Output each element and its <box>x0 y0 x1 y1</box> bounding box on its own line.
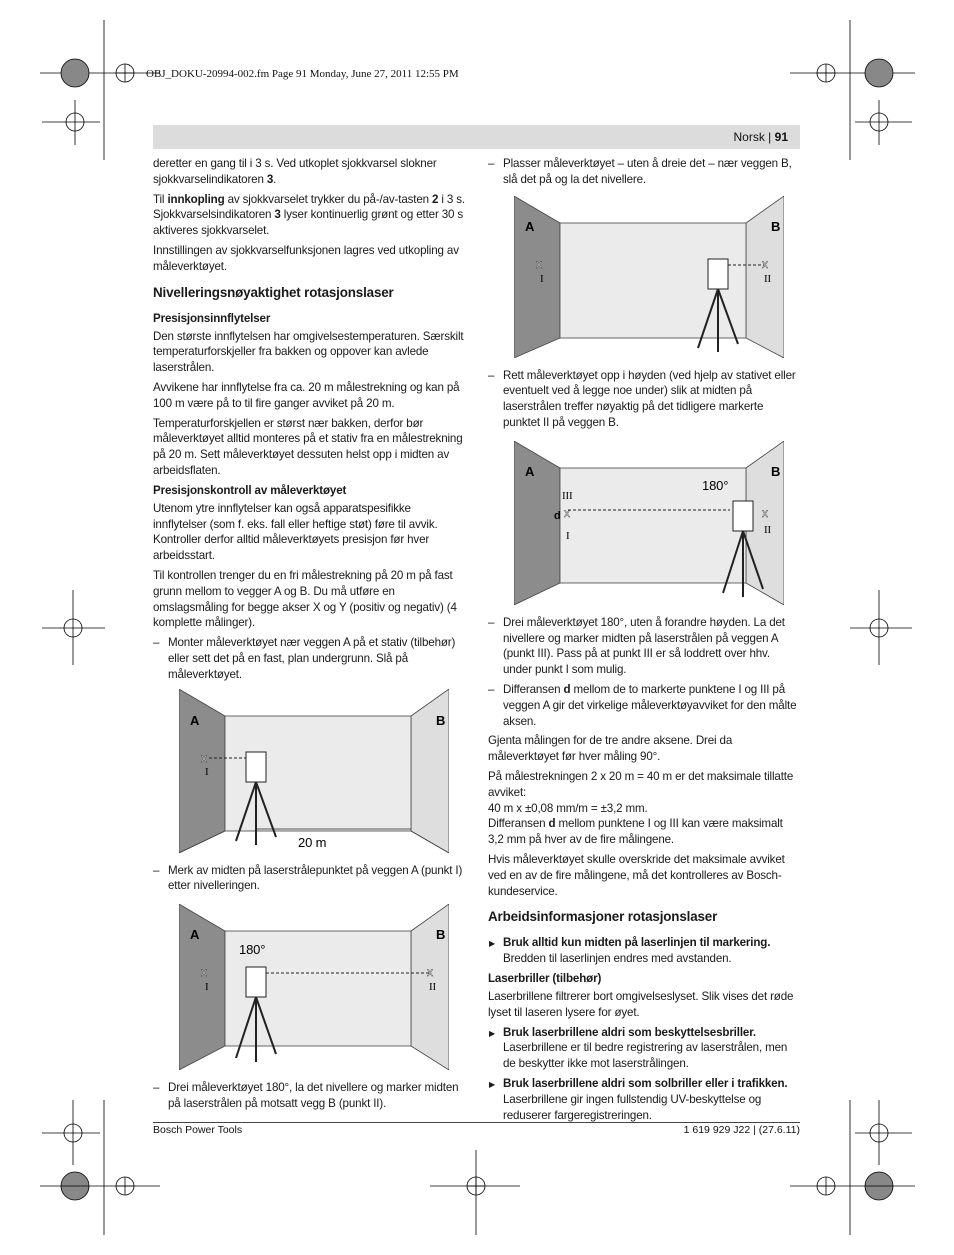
mark-x: x <box>762 505 768 520</box>
deviation-d-label: d <box>554 509 561 522</box>
paragraph: Til kontrollen trenger du en fri målestrekning på 20 m på fast grunn mellom to vegger A og B. Du må utføre en omslagsmåling for begge akser X og Y (positiv og negativ) (4 komplette målinger). <box>153 568 457 630</box>
wall-a-label: A <box>525 218 535 234</box>
mark-x: x <box>564 505 570 520</box>
figure-2 <box>179 904 465 1070</box>
laser-device <box>246 967 266 997</box>
step-item: – Plasser måleverktøyet – uten å dreie det – nær veggen B, slå det på og la det nivellere. <box>488 156 800 188</box>
point-i-label: I <box>205 981 209 994</box>
rotation-label: 180° <box>702 477 729 493</box>
subsection-heading: Laserbriller (tilbehør) <box>488 971 602 985</box>
laser-device <box>246 752 266 782</box>
laser-device <box>708 259 728 289</box>
step-item: – Differansen d mellom de to markerte punktene I og III på veggen A gir det virkelige måleverktøyavviket for den målte aksen. <box>488 682 800 729</box>
figure-3 <box>514 196 800 358</box>
header-language: Norsk <box>733 130 765 144</box>
paragraph: Til innkopling av sjokkvarselet trykker du på-/av-tasten 2 i 3 s. Sjokkvarselsindikatoren 3 lyser kontinuerlig grønt og etter 30 s aktiveres sjokkvarselet. <box>153 192 465 238</box>
point-iii-label: III <box>562 489 573 502</box>
wall-b-label: B <box>436 927 446 943</box>
right-column <box>488 156 800 1127</box>
point-ii-label: II <box>429 981 437 994</box>
wall-a-label: A <box>190 927 200 943</box>
wall-b-label: B <box>771 218 781 234</box>
figure-4 <box>514 441 800 605</box>
point-ii-label: II <box>764 523 772 536</box>
distance-label: 20 m <box>298 834 327 850</box>
mark-x: x <box>201 965 207 980</box>
step-item: – Merk av midten på laserstrålepunktet på veggen A (punkt I) etter nivelleringen. <box>153 863 465 895</box>
point-i-label: I <box>205 765 209 778</box>
paragraph: Den største innflytelsen har omgivelsestemperaturen. Særskilt temperaturforskjeller fra bakken og oppover kan avlede laserstrålen. <box>153 329 464 375</box>
paragraph: Hvis måleverktøyet skulle overskride det maksimale avviket ved en av de fire målingene, må det kontrolleres av Bosch-kundeservice. <box>488 852 785 898</box>
left-column <box>153 156 465 1116</box>
page-header <box>734 130 789 144</box>
rotation-label: 180° <box>239 942 266 958</box>
section-heading: Arbeidsinformasjoner rotasjonslaser <box>488 909 718 925</box>
wall-a-label: A <box>190 712 200 728</box>
paragraph: Gjenta målingen for de tre andre aksene. Drei da måleverktøyet før hver måling 90°. <box>488 734 733 764</box>
paragraph: Utenom ytre innflytelser kan også apparatspesifikke innflytelser (som f. eks. fall eller heftige støt) føre til avvik. Kontroller derfor alltid måleverktøyets presisjon før hver arbeidsstart. <box>153 501 438 563</box>
paragraph: 40 m x ±0,08 mm/m = ±3,2 mm. <box>488 801 648 815</box>
paragraph: Differansen d mellom punktene I og III kan være maksimalt 3,2 mm på hver av de fire målingene. <box>488 817 783 847</box>
step-item: – Drei måleverktøyet 180°, uten å forandre høyden. La det nivellere og marker midten på laserstrålen på veggen A (punkt III). Pass på at punkt III er så loddrett over hhv. under punkt I som mulig. <box>488 615 800 678</box>
mark-x: x <box>536 256 542 271</box>
paragraph: Innstillingen av sjokkvarselfunksjonen lagres ved utkopling av måleverktøyet. <box>153 243 459 273</box>
header-separator: | <box>764 130 775 144</box>
paragraph: deretter en gang til i 3 s. Ved utkoplet sjokkvarsel slokner sjokkvarselindikatoren 3. <box>153 157 437 186</box>
step-item: – Monter måleverktøyet nær veggen A på et stativ (tilbehør) eller sett det på en fast, plan undergrunn. Slå på måleverktøyet. <box>153 635 465 682</box>
print-slug: OBJ_DOKU-20994-002.fm Page 91 Monday, June 27, 2011 12:55 PM <box>146 68 459 80</box>
warning-item: ▶ Bruk laserbrillene aldri som beskyttelsesbriller. Laserbrillene er til bedre registrering av laserstrålen, men de beskytter ikke mot laserstrålingen. <box>488 1025 800 1072</box>
subsection-heading: Presisjonsinnflytelser <box>153 311 271 325</box>
point-ii-label: II <box>764 272 772 285</box>
wall-b-label: B <box>771 463 781 479</box>
footer-left: Bosch Power Tools <box>153 1124 243 1136</box>
paragraph: Avvikene har innflytelse fra ca. 20 m målestrekning og kan på 100 m være på to til fire ganger avviket på 20 m. <box>153 380 460 410</box>
figure-1 <box>179 689 465 853</box>
laser-device <box>733 501 753 531</box>
page-number: 91 <box>774 130 788 144</box>
wall-a-label: A <box>525 463 535 479</box>
warning-item: ▶ Bruk laserbrillene aldri som solbriller eller i trafikken. Laserbrillene gir ingen fullstendig UV-beskyttelse og reduserer fargeregistreringen. <box>488 1076 800 1123</box>
subsection-heading: Presisjonskontroll av måleverktøyet <box>153 483 347 497</box>
mark-x: x <box>201 750 207 765</box>
mark-x: x <box>762 256 768 271</box>
mark-x: x <box>427 965 433 980</box>
point-i-label: I <box>540 272 544 285</box>
warning-item: ▶ Bruk alltid kun midten på laserlinjen til markering. Bredden til laserlinjen endres med avstanden. <box>488 935 800 967</box>
page-header-bar <box>153 125 800 149</box>
wall-b-label: B <box>436 712 446 728</box>
section-heading: Nivelleringsnøyaktighet rotasjonslaser <box>153 284 394 300</box>
footer-right: 1 619 929 J22 | (27.6.11) <box>683 1124 800 1136</box>
footer-rule <box>153 1122 800 1123</box>
paragraph: På målestrekningen 2 x 20 m = 40 m er det maksimale tillatte avviket: <box>488 769 794 799</box>
step-item: – Drei måleverktøyet 180°, la det nivellere og marker midten på laserstrålen på motsatt vegg B (punkt II). <box>153 1080 465 1112</box>
paragraph: Laserbrillene filtrerer bort omgivelseslyset. Slik vises det røde lyset til laseren lysere for øyet. <box>488 989 794 1019</box>
point-i-label: I <box>566 529 570 542</box>
step-item: – Rett måleverktøyet opp i høyden (ved hjelp av stativet eller eventuelt ved å legge noe under) slik at midten på laserstrålen treffer nøyaktig på det tidligere markerte punktet II på veggen B. <box>488 368 800 431</box>
paragraph: Temperaturforskjellen er størst nær bakken, derfor bør måleverktøyet alltid monteres på et stativ fra en målestrekning på 20 m. Sett måleverktøyet dessuten helst opp i midten av arbeidsflaten. <box>153 416 463 477</box>
